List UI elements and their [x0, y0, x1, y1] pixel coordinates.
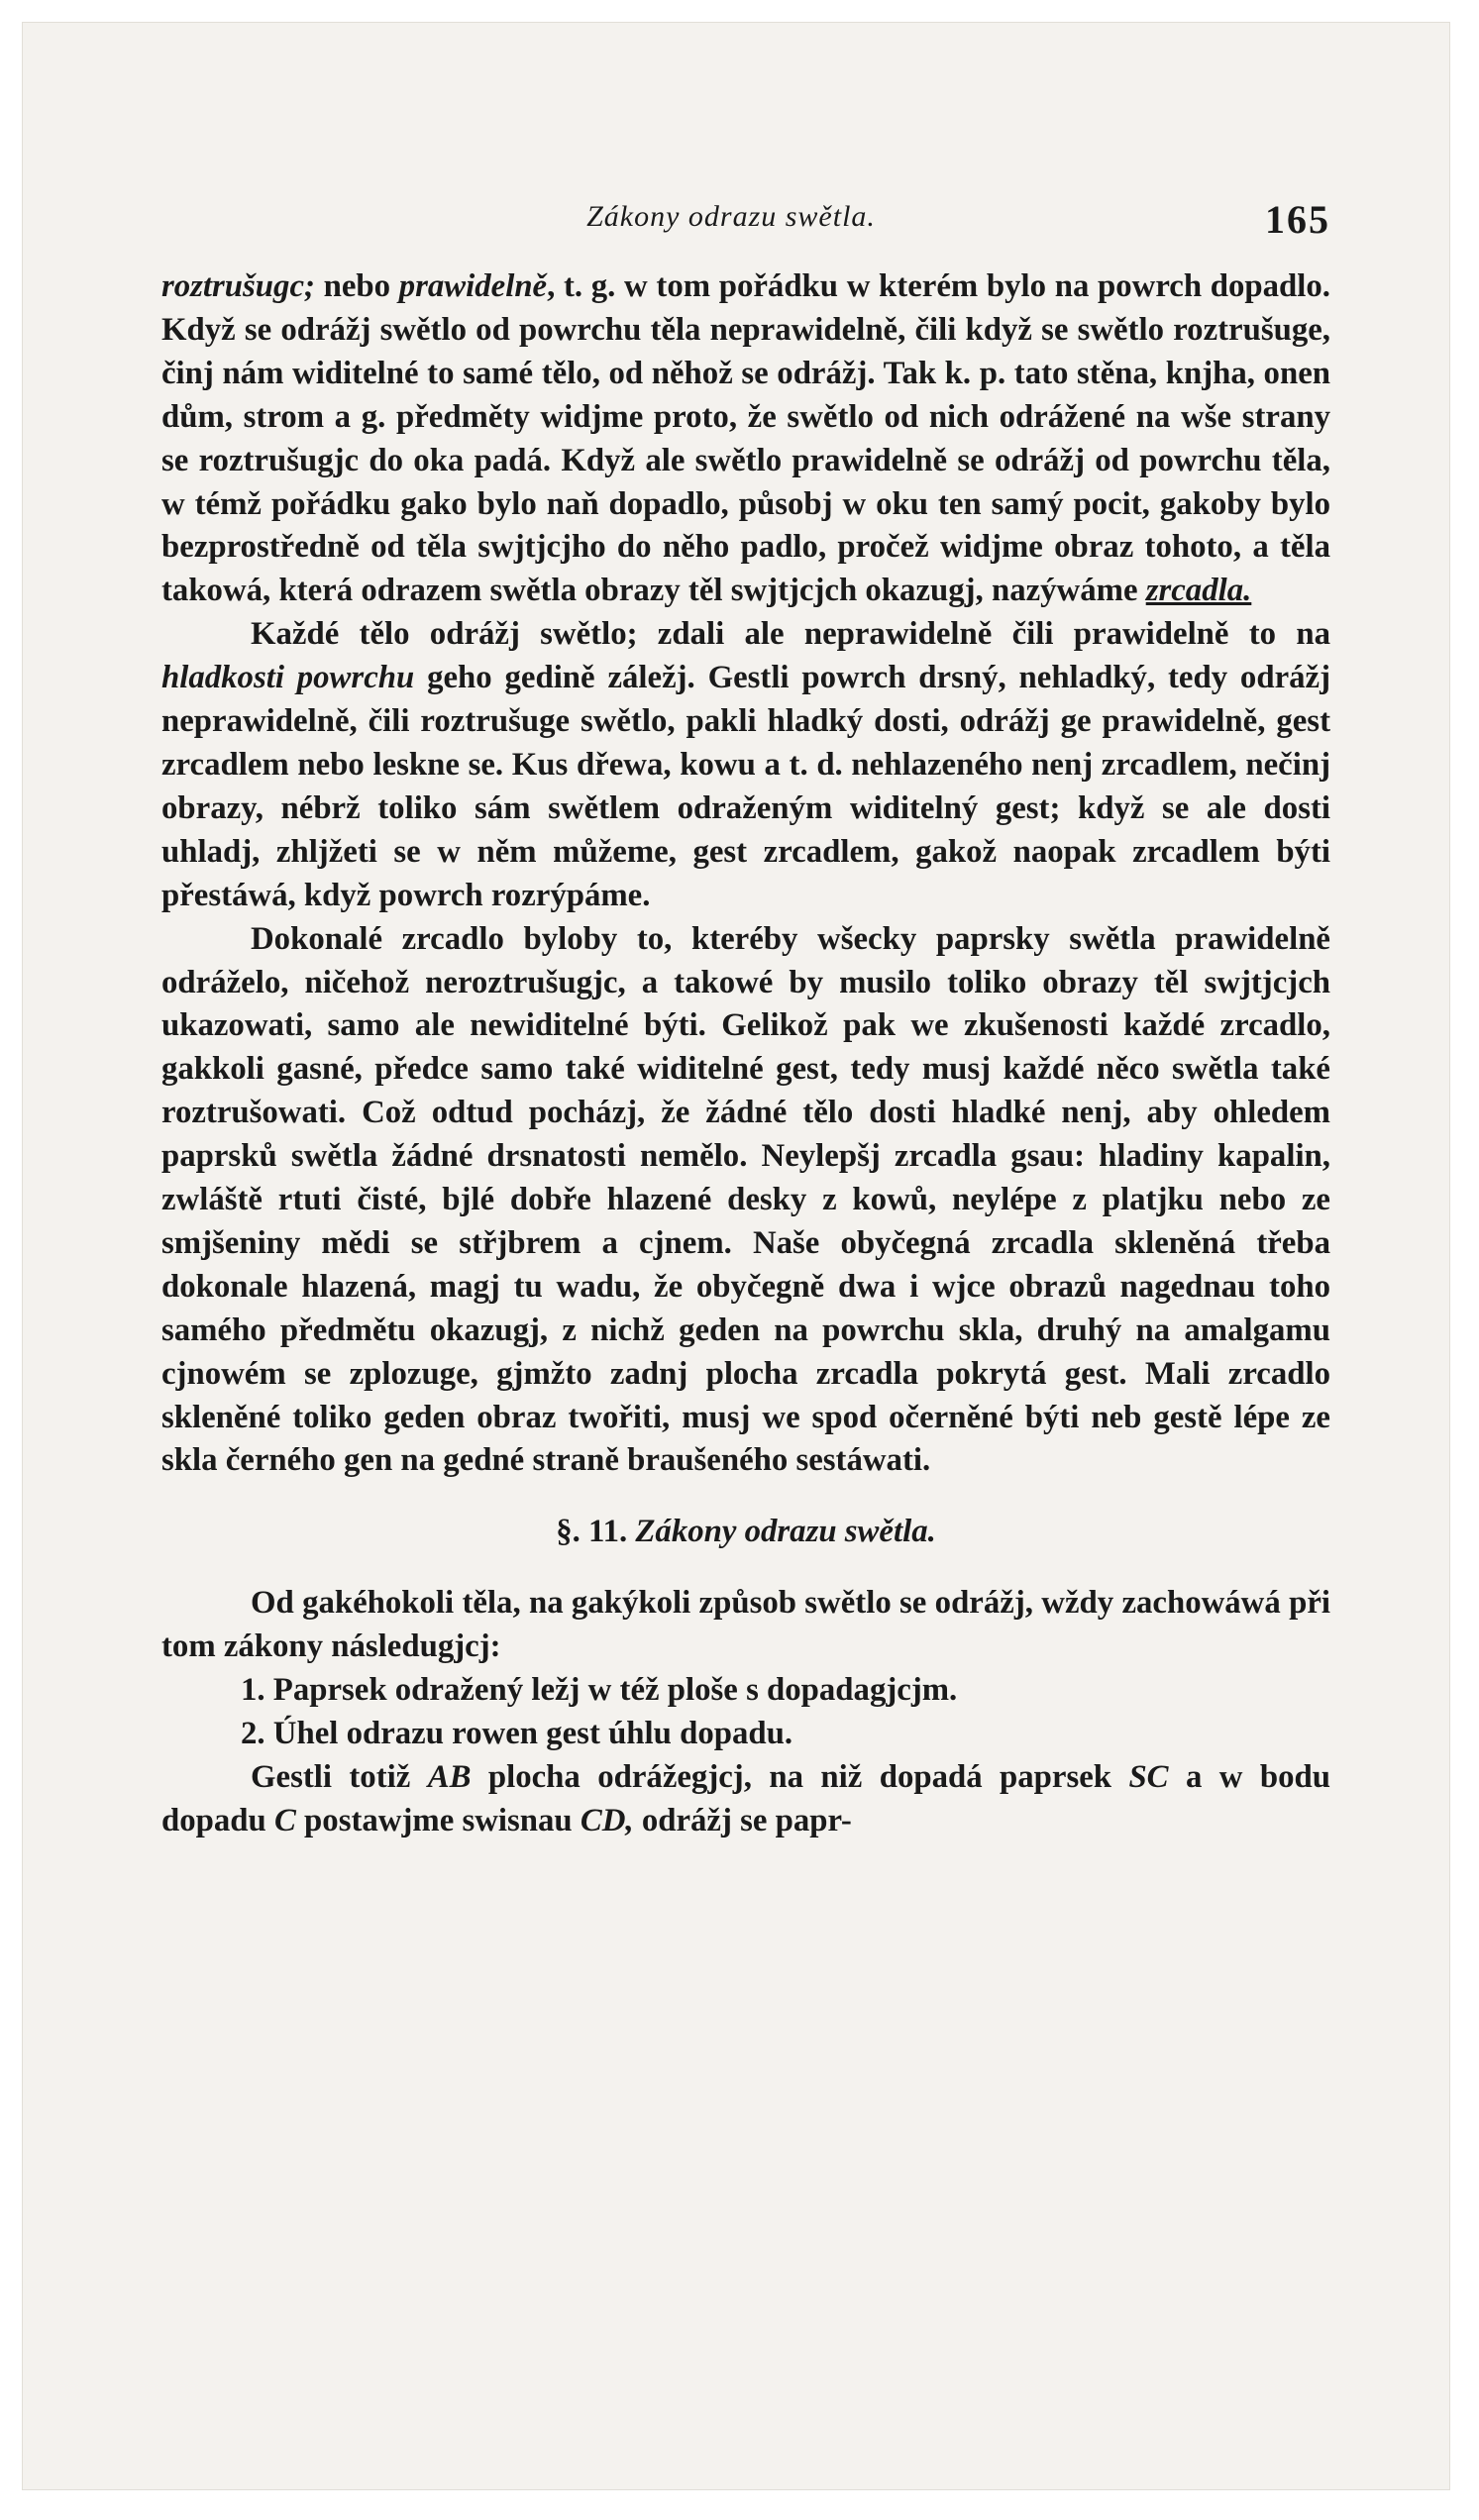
running-head-title: Zákony odrazu swětla.	[586, 200, 876, 233]
paragraph-4: Od gakéhokoli těla, na gakýkoli způsob swětlo se odrážj, wždy zachowáwá při tom zákony následugjcj:	[161, 1585, 1330, 1665]
paragraph-2	[161, 613, 1330, 917]
paragraph-3: Dokonalé zrcadlo byloby to, kteréby wšecky paprsky swětla prawidelně odráželo, ničehož neroztrušugjc, a takowé by musilo toliko obrazy těl swjtjcjch ukazowati, samo ale newiditelné býti. Gelikož pak we zkušenosti každé zrcadlo, gakkoli gasné, předce samo také widitelné gest, tedy musj každé něco swětla také roztrušowati. Což odtud pocházj, že žádné tělo dosti hladké nenj, aby ohledem paprsků swětla žádné drsnatosti nemělo. Neylepšj zrcadla gsau: hladiny kapalin, zwláště rtuti čisté, bjlé dobře hlazené desky z kowů, neylépe z platjku nebo ze smjšeniny mědi se střjbrem a cjnem. Naše obyčegná zrcadla skleněná třeba dokonale hlazená, magj tu wadu, že obyčegně dwa i wjce obrazů nagednau toho samého předmětu okazugj, z nichž geden na powrchu skla, druhý na amalgamu cjnowém se zplozuge, gjmžto zadnj plocha zrcadla pokrytá gest. Mali zrcadlo skleněné toliko geden obraz twořiti, musj we spod očerněné býti neb gestě lépe ze skla černého gen na gedné straně braušeného sestáwati.	[161, 920, 1330, 1479]
text-span: plocha odrážegjcj, na niž dopadá paprsek	[471, 1758, 1129, 1795]
list-item: 1. Paprsek odražený ležj w též ploše s dopadagjcjm.	[241, 1672, 958, 1709]
italic-term: hladkosti powrchu	[161, 660, 415, 696]
italic-term: roztrušugc;	[161, 268, 315, 304]
book-page	[22, 22, 1450, 2490]
text-span: Gestli totiž	[251, 1758, 428, 1795]
section-heading	[161, 1511, 1330, 1554]
page-number: 165	[1265, 197, 1330, 242]
italic-term: AB	[427, 1758, 472, 1795]
section-number: §. 11.	[556, 1514, 628, 1550]
italic-term: CD,	[580, 1802, 634, 1838]
page-body	[161, 265, 1330, 1843]
text-span: nebo	[314, 268, 399, 304]
italic-term: prawidelně	[398, 268, 548, 304]
text-span: , t. g. w tom pořádku w kterém bylo na powrch dopadlo. Když se odrážj swětlo od powrchu těla neprawidelně, čili když se swětlo roztrušuge, činj nám widitelné to samé tělo, od něhož se odrážj. Tak k. p. tato stěna, knjha, onen dům, strom a g. předměty widjme proto, že swětlo od nich odrážené na wše strany se roztrušugjc do oka padá. Když ale swětlo prawidelně se odrážj od powrchu těla, w témž pořádku gako bylo naň dopadlo, působj w oku ten samý pocit, gakoby bylo bezprostředně od těla swjtjcjho do něho padlo, pročež widjme obraz tohoto, a těla takowá, která odrazem swětla obrazy těl swjtjcjch okazugj, nazýwáme	[161, 268, 1330, 609]
text-span: a w bodu dopadu	[161, 1758, 1330, 1838]
text-span: odrážj se papr-	[633, 1802, 852, 1838]
running-head	[132, 196, 1330, 246]
text-span: geho gedině záležj. Gestli powrch drsný, nehladký, tedy odrážj neprawidelně, čili roztrušuge swětlo, pakli hladký dosti, odrážj ge prawidelně, gest zrcadlem nebo leskne se. Kus dřewa, kowu a t. d. nehlazeného nenj zrcadlem, nečinj obrazy, nébrž toliko sám swětlem odraženým widitelný gest; když se ale dosti uhladj, zhljžeti se w něm můžeme, gest zrcadlem, gakož naopak zrcadlem býti přestáwá, když powrch rozrýpáme.	[161, 660, 1330, 913]
italic-term: C	[273, 1802, 296, 1838]
italic-term: SC	[1128, 1758, 1169, 1795]
section-title: Zákony odrazu swětla.	[635, 1514, 936, 1550]
text-span: Každé tělo odrážj swětlo; zdali ale neprawidelně čili prawidelně to na	[251, 616, 1330, 653]
text-span: postawjme swisnau	[295, 1802, 581, 1838]
paragraph-5	[161, 1756, 1330, 1843]
italic-term: zrcadla.	[1145, 573, 1252, 609]
list-item: 2. Úhel odrazu rowen gest úhlu dopadu.	[241, 1716, 793, 1751]
paragraph-1	[161, 265, 1330, 613]
